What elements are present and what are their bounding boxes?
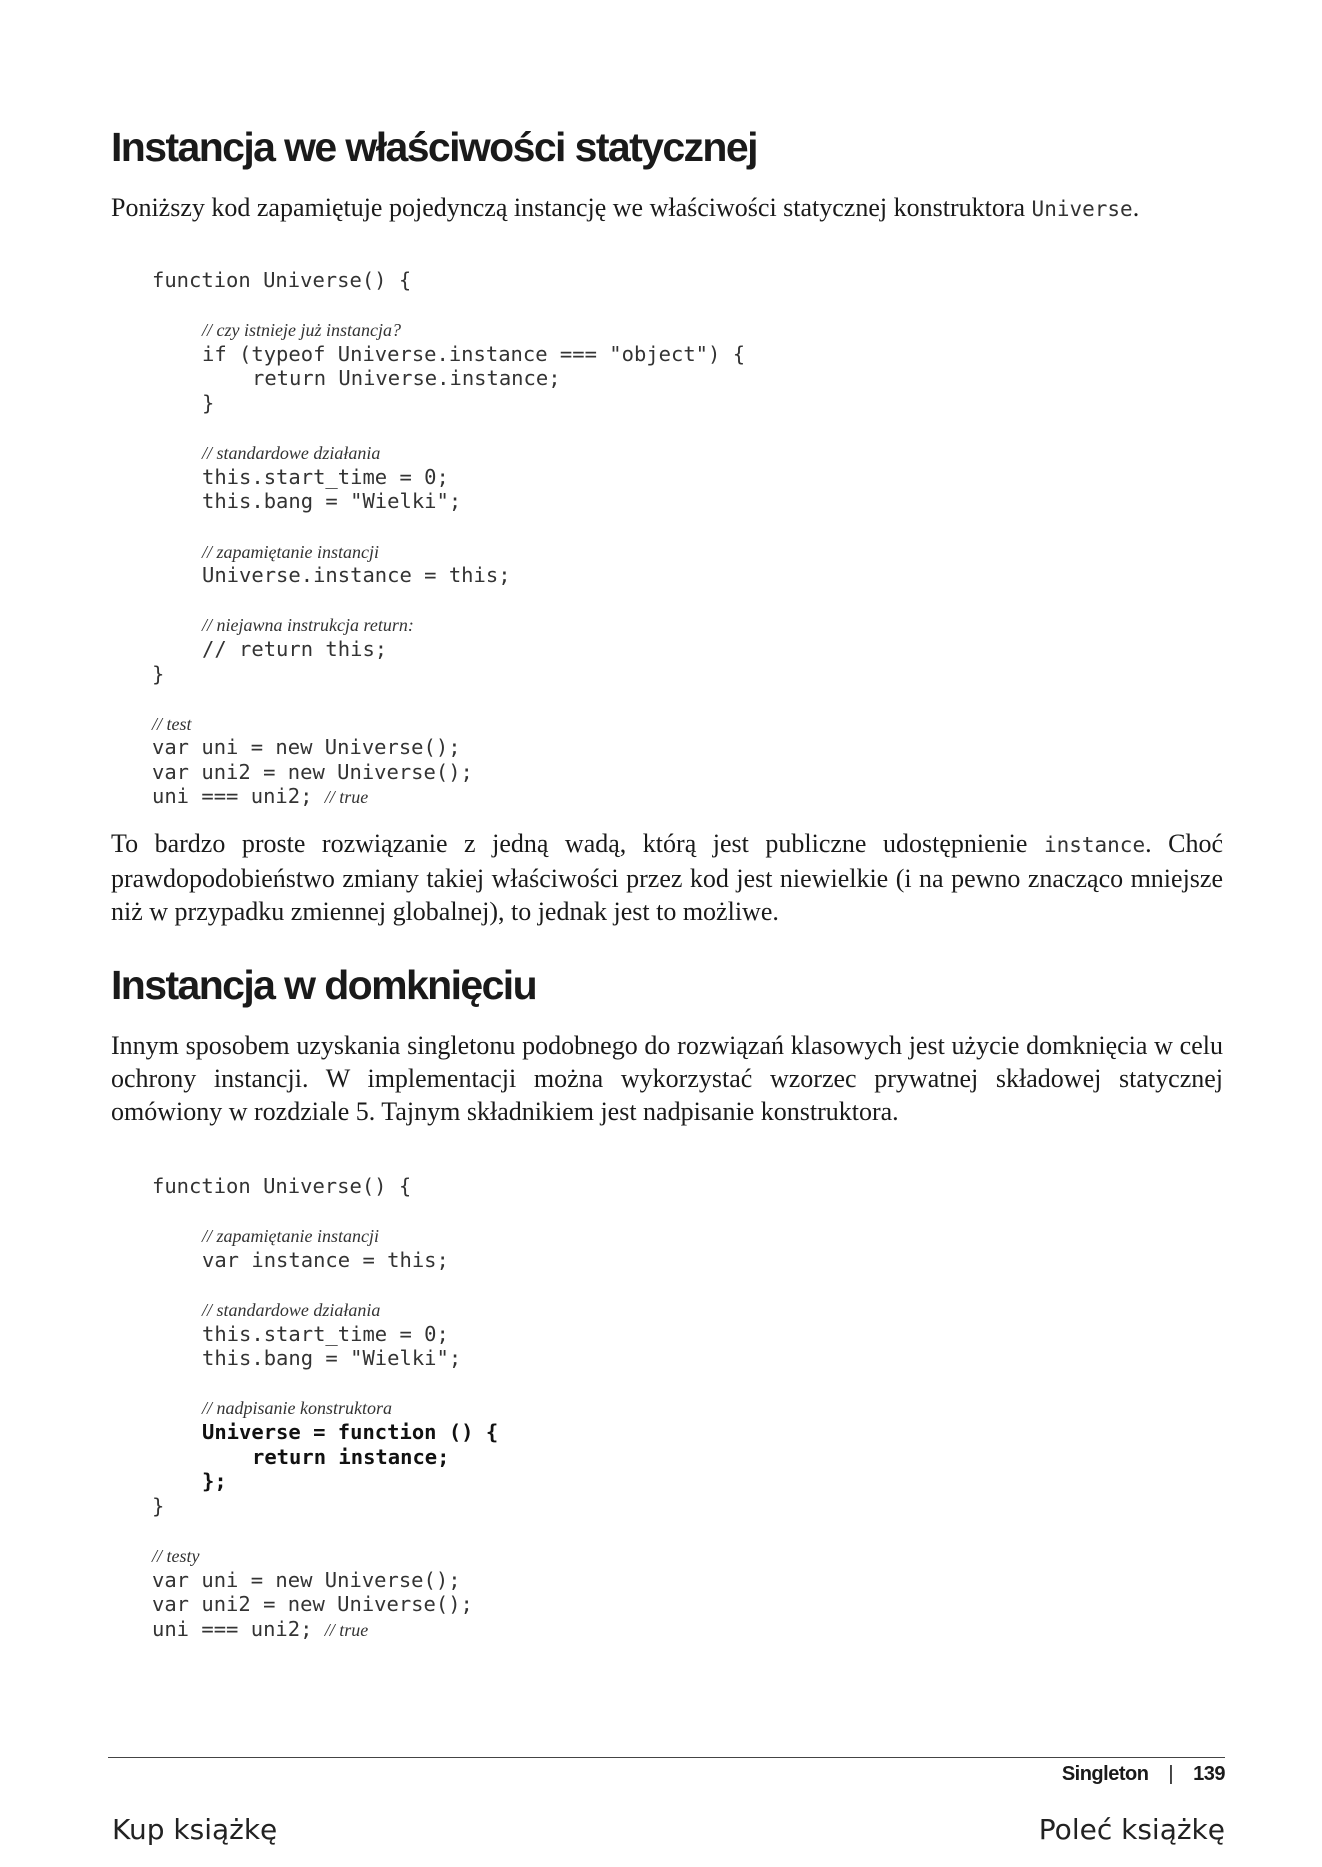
code-comment: // testy <box>152 1545 200 1566</box>
code-text: var uni2 = new Universe(); <box>152 1592 473 1617</box>
code-line <box>152 539 745 564</box>
code-line <box>152 1445 498 1470</box>
section1-intro-code: Universe <box>1031 197 1133 221</box>
section1-after-paragraph <box>111 827 1223 928</box>
running-title: Singleton <box>1061 1763 1149 1785</box>
code-comment: // nadpisanie konstruktora <box>202 1398 392 1419</box>
code-text: // return this; <box>202 636 388 661</box>
code-line <box>152 735 745 760</box>
code-line <box>152 1617 498 1642</box>
code-text: this.bang = "Wielki"; <box>202 489 462 514</box>
code-line <box>152 1494 498 1519</box>
section1-intro-text: Poniższy kod zapamiętuje pojedynczą instancję we właściwości statycznej konstruktora <box>111 193 1026 222</box>
running-footer <box>1062 1763 1225 1786</box>
code-text: var uni2 = new Universe(); <box>152 759 473 784</box>
code-text: Universe = function () { <box>202 1419 499 1444</box>
code-line <box>152 1346 498 1371</box>
code-comment: // standardowe działania <box>202 443 381 464</box>
code-comment: // standardowe działania <box>202 1299 381 1320</box>
code-comment: // niejawna instrukcja return: <box>202 615 414 636</box>
code-line <box>152 514 745 539</box>
code-text: Universe.instance = this; <box>202 563 511 588</box>
code-text: return instance; <box>252 1444 450 1469</box>
code-comment: // test <box>152 713 192 734</box>
code-text: this.bang = "Wielki"; <box>202 1346 462 1371</box>
code-line <box>152 366 745 391</box>
section-heading-closure: Instancja w domknięciu <box>111 962 537 1008</box>
code-text: } <box>202 390 215 415</box>
section2-intro-paragraph: Innym sposobem uzyskania singletonu podobnego do rozwiązań klasowych jest użycie domknięcia w celu ochrony instancji. W implementacji można wykorzystać wzorzec prywatnej składowej statycznej omówiony w rozdziale 5. Tajnym składnikiem jest nadpisanie konstruktora. <box>111 1031 1223 1126</box>
code-text: if (typeof Universe.instance === "object") { <box>202 341 746 366</box>
code-line <box>152 1518 498 1543</box>
recommend-book-link[interactable]: Poleć książkę <box>1038 1813 1225 1846</box>
code-line <box>152 1371 498 1396</box>
code-text: return Universe.instance; <box>252 366 561 391</box>
code-line <box>152 1543 498 1568</box>
code-line <box>152 588 745 613</box>
code-line <box>152 612 745 637</box>
code-comment: // zapamiętanie instancji <box>202 541 379 562</box>
code-line <box>152 1395 498 1420</box>
section1-intro-paragraph <box>111 191 1223 226</box>
code-text: uni === uni2; <box>152 784 325 809</box>
code-line <box>152 465 745 490</box>
code-listing-static-property <box>152 268 745 809</box>
code-text: var uni = new Universe(); <box>152 735 461 760</box>
section1-after-code: instance <box>1043 833 1146 857</box>
code-line <box>152 1174 498 1199</box>
section1-intro-end: . <box>1132 193 1140 222</box>
code-text: function Universe() { <box>152 268 412 292</box>
code-line <box>152 686 745 711</box>
section-heading-static-property: Instancja we właściwości statycznej <box>111 124 757 170</box>
code-line <box>152 711 745 736</box>
code-line <box>152 268 745 293</box>
code-text: function Universe() { <box>152 1174 412 1198</box>
code-line <box>152 760 745 785</box>
code-line <box>152 1592 498 1617</box>
code-listing-closure <box>152 1174 498 1641</box>
code-text: uni === uni2; <box>152 1616 325 1641</box>
code-line <box>152 1248 498 1273</box>
code-line <box>152 416 745 441</box>
code-line <box>152 391 745 416</box>
code-comment: // zapamiętanie instancji <box>202 1226 379 1247</box>
code-line <box>152 1420 498 1445</box>
section1-after-text-end: . Choć prawdopodobieństwo zmiany takiej właściwości przez kod jest niewielkie (i na pewno znacząco mniejsze niż w przypadku zmiennej globalnej), to jednak jest to możliwe. <box>111 829 1224 926</box>
buy-book-link[interactable]: Kup książkę <box>112 1813 278 1846</box>
code-text: } <box>152 1493 165 1518</box>
code-line <box>152 1272 498 1297</box>
code-line <box>152 1568 498 1593</box>
code-line <box>152 342 745 367</box>
code-line <box>152 662 745 687</box>
code-line <box>152 637 745 662</box>
code-line <box>152 1469 498 1494</box>
code-text: var instance = this; <box>202 1247 449 1272</box>
code-line <box>152 1297 498 1322</box>
code-line <box>152 317 745 342</box>
section1-after-text-start: To bardzo proste rozwiązanie z jedną wadą, którą jest publiczne udostępnienie <box>111 829 1028 858</box>
code-comment: // true <box>324 787 369 808</box>
code-text: } <box>152 661 165 686</box>
code-line <box>152 440 745 465</box>
page-number: 139 <box>1193 1763 1225 1785</box>
code-line <box>152 1322 498 1347</box>
code-text: this.start_time = 0; <box>202 1321 449 1346</box>
code-line <box>152 563 745 588</box>
code-line <box>152 489 745 514</box>
code-text: }; <box>202 1469 227 1494</box>
code-line <box>152 1223 498 1248</box>
code-line <box>152 784 745 809</box>
code-line <box>152 1199 498 1224</box>
footer-separator: | <box>1168 1763 1174 1785</box>
code-text: var uni = new Universe(); <box>152 1567 461 1592</box>
footer-divider <box>108 1757 1225 1758</box>
code-line <box>152 293 745 318</box>
code-comment: // czy istnieje już instancja? <box>202 320 401 341</box>
code-text: this.start_time = 0; <box>202 464 449 489</box>
code-comment: // true <box>324 1619 369 1640</box>
